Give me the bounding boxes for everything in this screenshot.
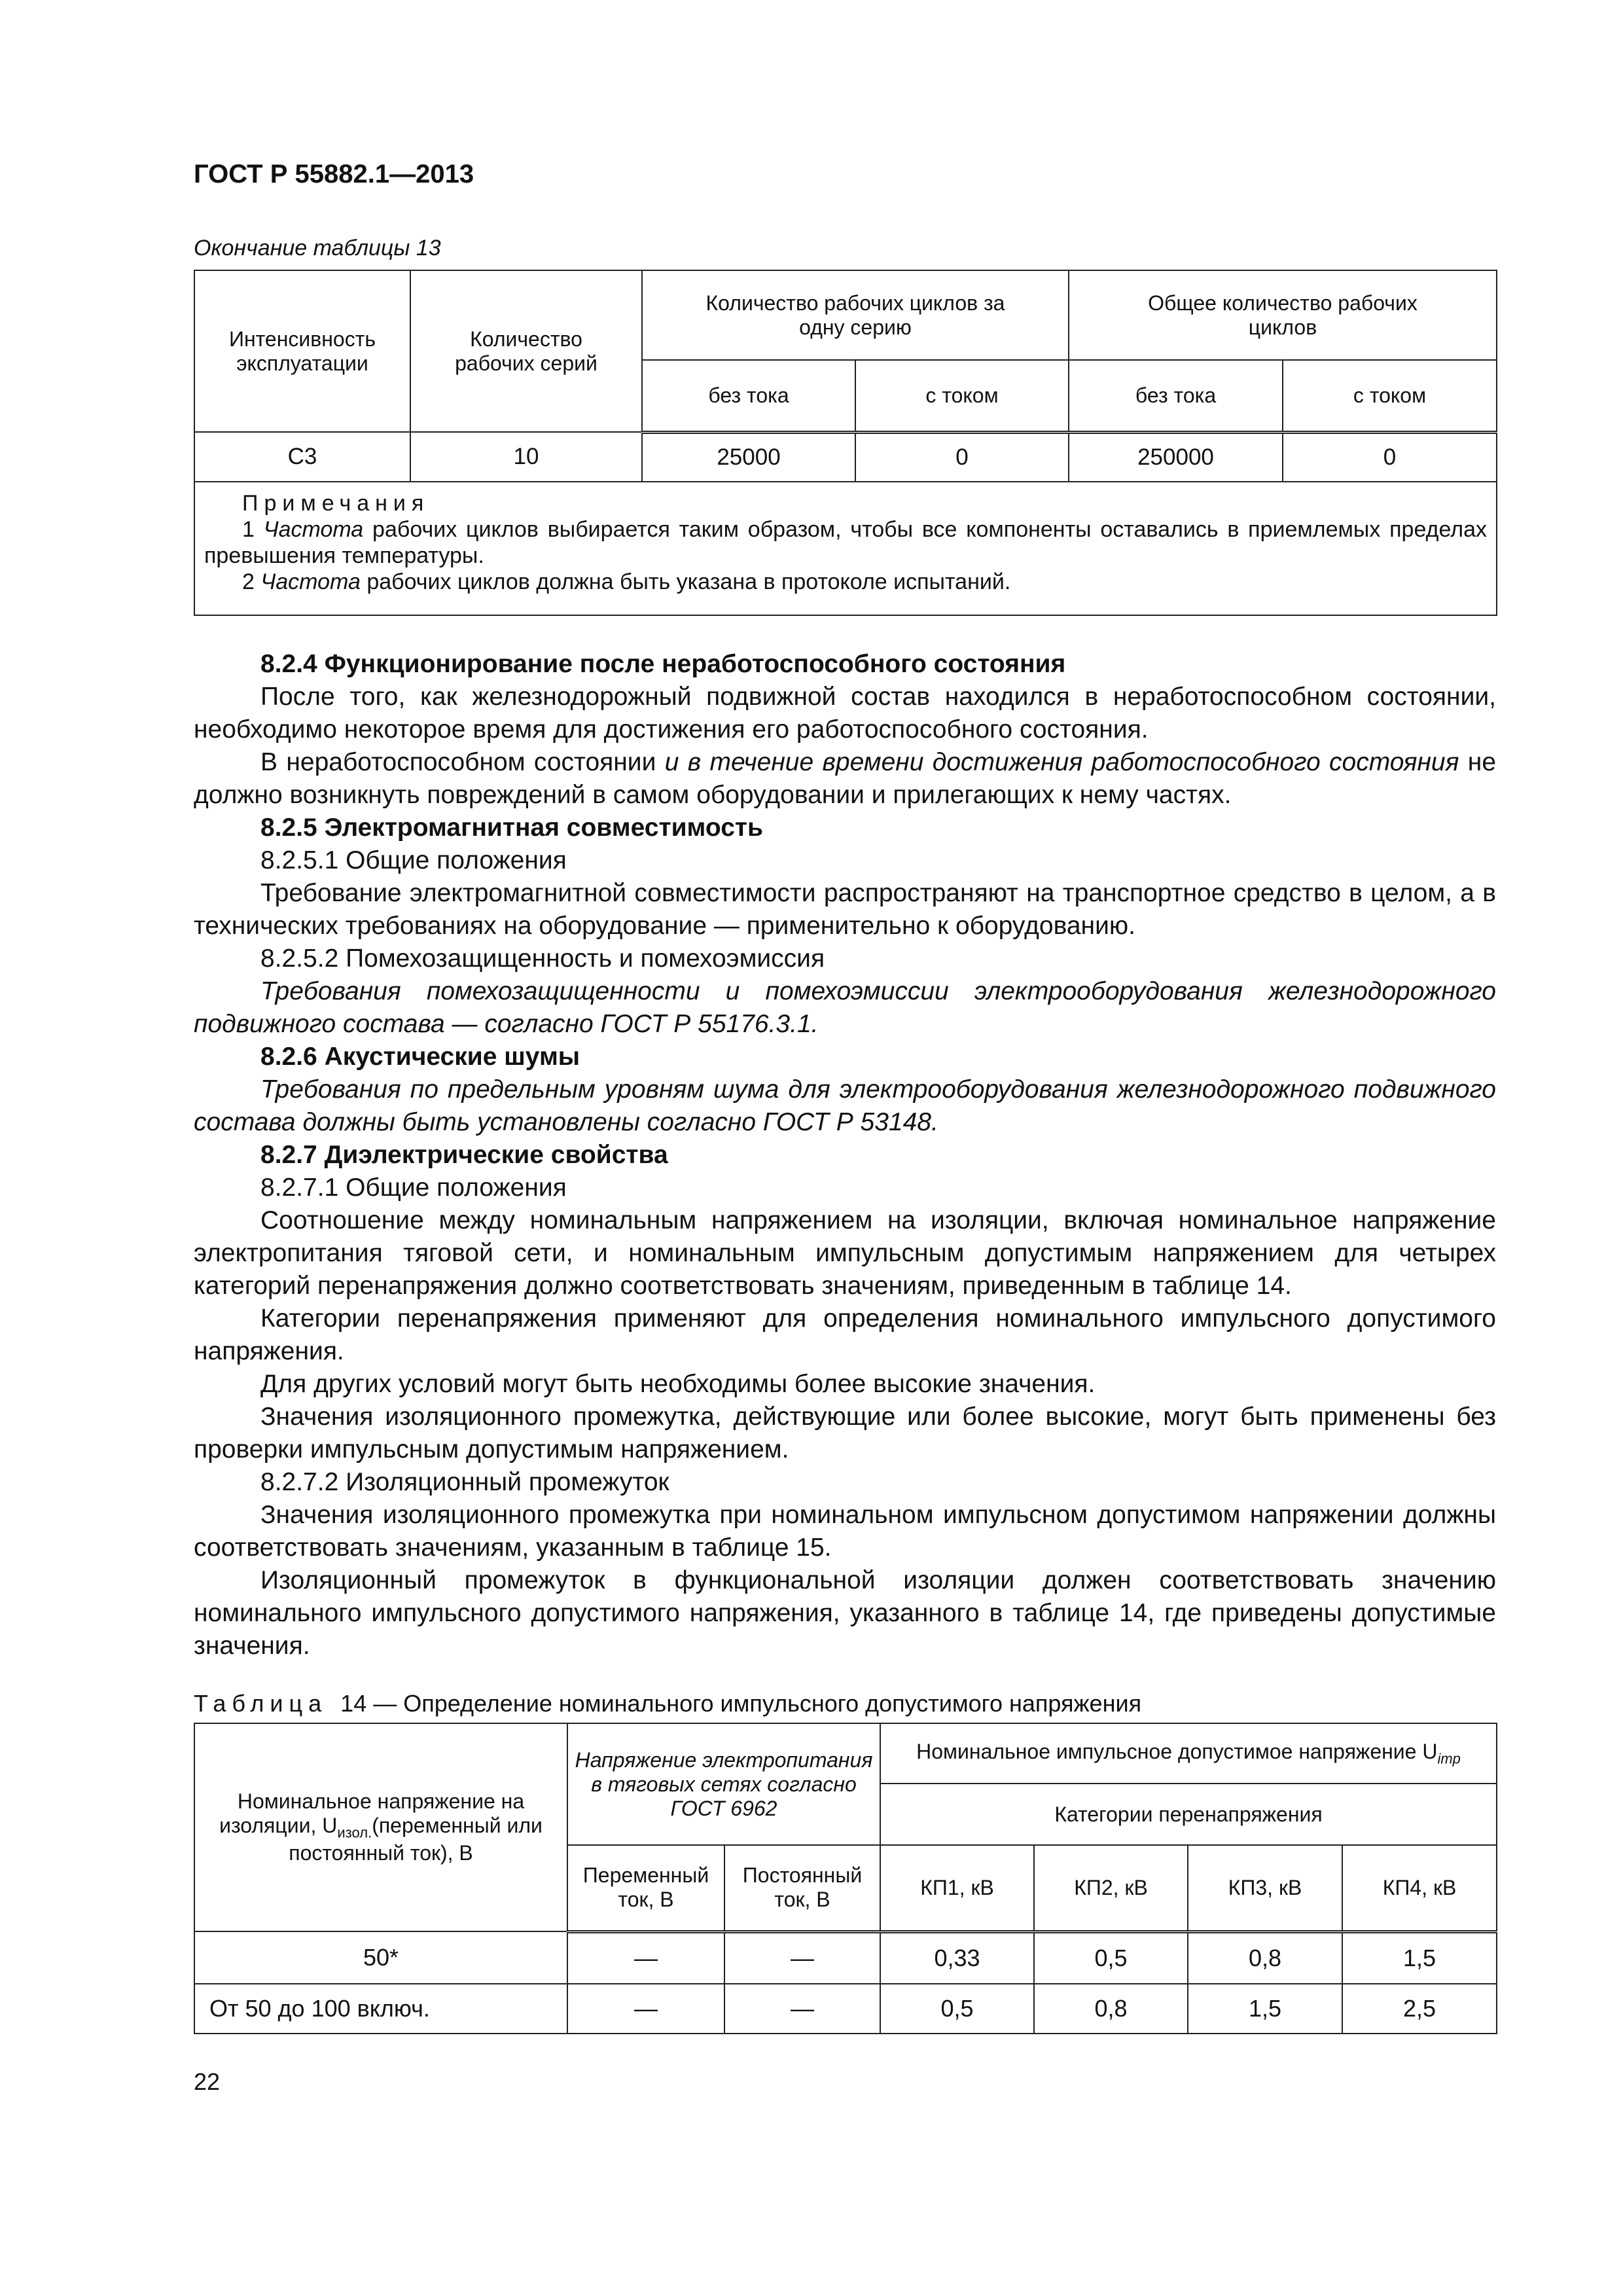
paragraph: Значения изоляционного промежутка при номинальном импульсном допустимом напряжении должны соответствовать значениям, указанным в таблице 15. [194,1501,1496,1562]
cell-kp3: 0,8 [1188,1931,1342,1984]
emphasis-span: и в течение времени достижения работоспособного состояния [664,748,1459,776]
cell-ac: — [567,1984,724,2034]
section-8-2-7-title: 8.2.7 Диэлектрические свойства [260,1141,668,1169]
cell-cycles-with-current: 0 [855,432,1069,482]
header-subscript: imp [1437,1750,1461,1767]
header-kp2: КП2, кВ [1034,1845,1188,1931]
section-8-2-5-2-title: 8.2.5.2 Помехозащищенность и помехоэмиссия [260,944,825,973]
cell-kp1: 0,5 [880,1984,1034,2034]
cell-ac: — [567,1931,724,1984]
header-impulse-voltage [880,1723,1497,1784]
cell-kp2: 0,5 [1034,1931,1188,1984]
table13-caption: Окончание таблицы 13 [194,236,441,260]
table-row [194,1984,1497,2034]
paragraph: Соотношение между номинальным напряжением на изоляции, включая номинальное напряжение электропитания тяговой сети, и номинальным импульсным допустимым напряжением для четырех категорий перенапряжения должно соответствовать значениям, приведенным в таблице 14. [194,1206,1496,1300]
note2-text: рабочих циклов должна быть указана в протоколе испытаний. [366,569,1011,594]
table14-caption [194,1690,1141,1717]
cell-dc: — [724,1931,880,1984]
paragraph: После того, как железнодорожный подвижной состав находился в неработоспособном состоянии, необходимо некоторое время для достижения его работоспособного состояния. [194,683,1496,744]
header-dc: Постоянный ток, В [724,1845,880,1931]
cell-cycles-no-current: 25000 [642,432,855,482]
header-cycles-per-series: Количество рабочих циклов за одну серию [642,270,1069,360]
table-14 [194,1723,1497,2034]
header-series-count: Количество рабочих серий [410,270,642,432]
paragraph: Значения изоляционного промежутка, действующие или более высокие, могут быть применены без проверки импульсным допустимым напряжением. [194,1403,1496,1463]
cell-intensity: С3 [194,432,410,482]
header-no-current: без тока [642,360,855,432]
paragraph: Требования помехозащищенности и помехоэмиссии электрооборудования железнодорожного подвижного состава — согласно ГОСТ Р 55176.3.1. [194,977,1496,1038]
page-number: 22 [194,2068,221,2095]
text-span: В неработоспособном состоянии [260,748,656,776]
paragraph: Требование электромагнитной совместимости распространяют на транспортное средство в целом, а в технических требованиях на оборудование — применительно к оборудованию. [194,879,1496,940]
header-text: Номинальное импульсное допустимое напряжение U [916,1739,1438,1763]
body-text [194,648,1496,1662]
header-total-cycles: Общее количество рабочих циклов [1069,270,1497,360]
header-kp4: КП4, кВ [1342,1845,1497,1931]
text-span: не должно возникнуть повреждений в самом оборудовании и прилегающих к нему частях. [194,748,1497,809]
header-text: (переменный или постоянный ток), В [289,1813,543,1865]
header-overvoltage-categories: Категории перенапряжения [880,1784,1497,1845]
table14-caption-text: 14 — Определение номинального импульсного допустимого напряжения [340,1690,1142,1717]
note1-emphasis: Частота [263,517,364,542]
header-subscript: изол. [337,1824,372,1841]
table-13 [194,270,1497,616]
header-ac: Переменный ток, В [567,1845,724,1931]
cell-kp4: 1,5 [1342,1931,1497,1984]
table14-caption-label: Таблица [194,1690,328,1717]
paragraph: Изоляционный промежуток в функциональной изоляции должен соответствовать значению номинального импульсного допустимого напряжения, указанного в таблице 14, где приведены допустимые значения. [194,1566,1496,1660]
paragraph: Для других условий могут быть необходимы более высокие значения. [260,1370,1096,1398]
header-kp3: КП3, кВ [1188,1845,1342,1931]
cell-total-no-current: 250000 [1069,432,1283,482]
header-with-current: с током [855,360,1069,432]
section-8-2-6-title: 8.2.6 Акустические шумы [260,1043,580,1071]
table-row [194,432,1497,482]
cell-voltage: От 50 до 100 включ. [194,1984,567,2034]
section-8-2-7-1-title: 8.2.7.1 Общие положения [260,1174,567,1202]
header-kp1: КП1, кВ [880,1845,1034,1931]
header-intensity: Интенсивность эксплуатации [194,270,410,432]
cell-series: 10 [410,432,642,482]
cell-kp4: 2,5 [1342,1984,1497,2034]
paragraph: Требования по предельным уровням шума для электрооборудования железнодорожного подвижного состава должны быть установлены согласно ГОСТ Р 53148. [194,1075,1496,1136]
note1-number: 1 [242,517,255,542]
cell-voltage: 50* [194,1931,567,1984]
cell-kp1: 0,33 [880,1931,1034,1984]
paragraph: Категории перенапряжения применяют для определения номинального импульсного допустимого напряжения. [194,1304,1496,1365]
cell-kp2: 0,8 [1034,1984,1188,2034]
standard-header: ГОСТ Р 55882.1—2013 [194,160,474,188]
section-8-2-5-title: 8.2.5 Электромагнитная совместимость [260,814,763,842]
section-8-2-7-2-title: 8.2.7.2 Изоляционный промежуток [260,1468,669,1496]
header-no-current-total: без тока [1069,360,1283,432]
table-row [194,1931,1497,1984]
note2-number: 2 [242,569,255,594]
table13-notes [194,482,1497,615]
section-8-2-4-title: 8.2.4 Функционирование после неработоспособного состояния [260,650,1066,678]
header-supply-voltage: Напряжение электропитания в тяговых сетях согласно ГОСТ 6962 [567,1723,880,1845]
note2-emphasis: Частота [260,569,361,594]
section-8-2-5-1-title: 8.2.5.1 Общие положения [260,846,567,874]
paragraph [194,746,1496,812]
note1-text: рабочих циклов выбирается таким образом, чтобы все компоненты оставались в приемлемых пределах превышения температуры. [204,517,1487,568]
cell-total-with-current: 0 [1283,432,1497,482]
cell-dc: — [724,1984,880,2034]
header-text: Номинальное напряжение на изоляции, U [219,1789,525,1837]
cell-kp3: 1,5 [1188,1984,1342,2034]
header-with-current-total: с током [1283,360,1497,432]
header-insulation-voltage [194,1723,567,1931]
notes-title: Примечания [242,491,430,516]
